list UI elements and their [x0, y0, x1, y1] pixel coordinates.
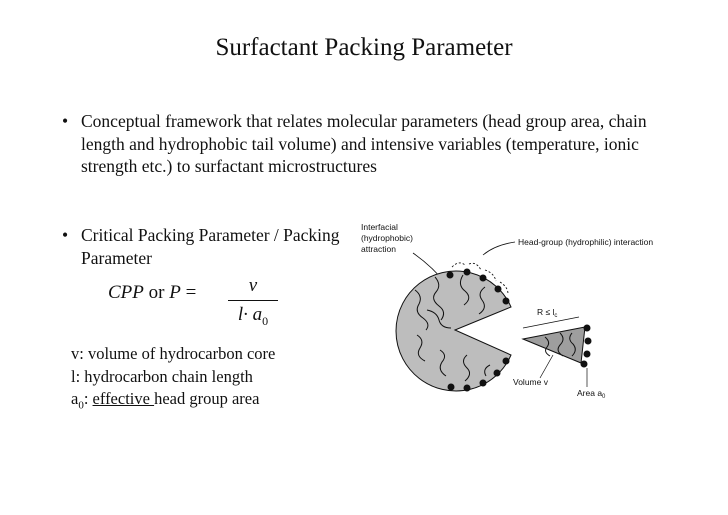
- label-volume: Volume v: [513, 377, 548, 387]
- effective-underlined: effective: [92, 389, 155, 408]
- bullet-dot: •: [62, 225, 69, 245]
- formula-or: or: [143, 282, 170, 303]
- formula-p: P: [169, 282, 181, 303]
- formula-denominator: $l\cdot a_0$: [237, 304, 269, 328]
- definition-v: v: volume of hydrocarbon core: [71, 344, 276, 363]
- bullet-packing-parameter: [62, 224, 351, 269]
- head-group-arrow: [483, 242, 515, 255]
- bullet-conceptual-framework: [62, 110, 691, 178]
- definition-a0: $a_0$: effective head group area: [71, 389, 260, 412]
- label-area: Area $a_0$: [577, 388, 606, 400]
- page-title: Surfactant Packing Parameter: [215, 34, 513, 61]
- bullet-dot: •: [62, 111, 69, 131]
- micelle-packing-diagram: [355, 215, 715, 415]
- fraction-bar: [228, 300, 278, 301]
- label-interfacial-2: (hydrophobic): [361, 233, 413, 243]
- variable-definitions: [71, 343, 275, 417]
- definition-l: l: hydrocarbon chain length: [71, 366, 253, 386]
- formula-fraction: [228, 275, 278, 329]
- formula-equals: =: [180, 282, 197, 303]
- bullet-text: Conceptual framework that relates molecular parameters (head group area, chain length and hydrophobic tail volume) and intensive variables (temperature, ionic strength etc.) to surfactant microstructures: [81, 111, 647, 176]
- molecule-wedge: [523, 327, 585, 363]
- label-interfacial-3: attraction: [361, 244, 396, 254]
- label-r-le-lc: $R \le l_c$: [537, 307, 558, 319]
- formula-lhs: [108, 282, 196, 304]
- bullet-text: Critical Packing Parameter / Packing Parameter: [81, 225, 340, 268]
- formula-numerator: v: [248, 275, 258, 296]
- label-interfacial-1: Interfacial: [361, 222, 398, 232]
- volume-pointer: [540, 355, 553, 378]
- label-head-group: Head-group (hydrophilic) interaction: [518, 237, 654, 247]
- formula-cpp: CPP: [108, 282, 144, 303]
- dimension-line: [523, 317, 579, 328]
